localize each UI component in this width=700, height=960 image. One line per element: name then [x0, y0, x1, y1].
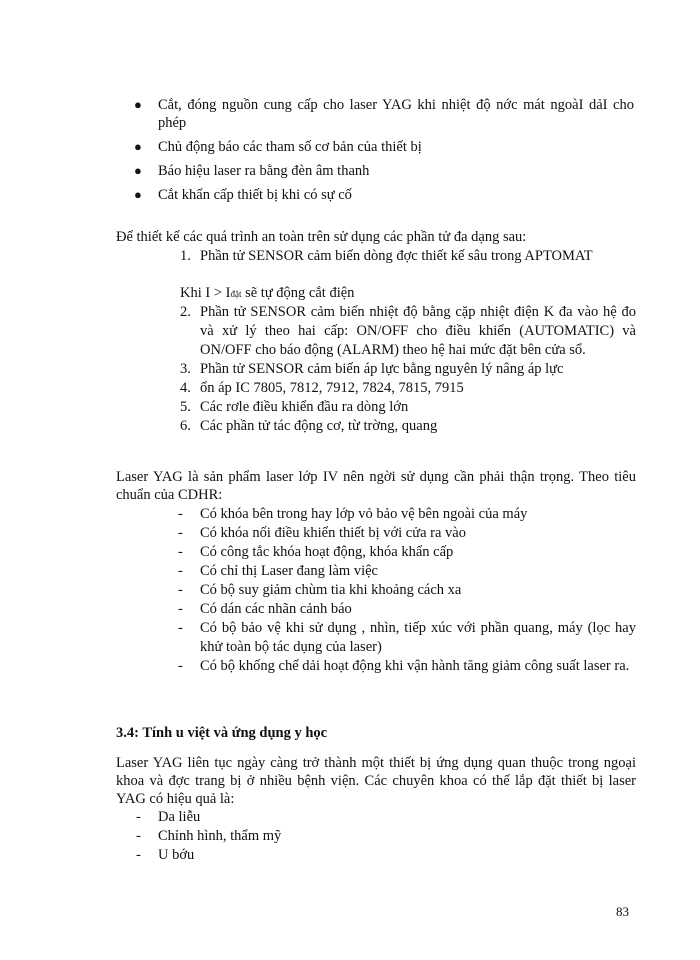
bullet-text: Cắt, đóng nguồn cung cấp cho laser YAG khi nhiệt độ nớc mát ngoàI dảI cho phép	[158, 97, 634, 131]
item-text: Phần tử SENSOR cảm biến nhiệt độ bằng cặp nhiệt điện K đa vào hệ đo và xử lý theo hai cấp: ON/OFF cho điều khiển (AUTOMATIC) và ON/OFF cho báo động (ALARM) theo hệ hai mức đặt bên cửa sổ.	[200, 304, 636, 358]
dash-item	[178, 505, 636, 524]
dash-text: Chỉnh hình, thẩm mỹ	[158, 828, 282, 844]
item-number: 3.	[180, 361, 191, 377]
dash-text: Có bộ bảo vệ khi sử dụng , nhìn, tiếp xúc với phần quang, máy (lọc hay khử toàn bộ tác dụng của laser)	[200, 620, 636, 655]
dash-item	[178, 619, 636, 657]
cdhr-paragraph: Laser YAG là sản phẩm laser lớp IV nên ngời sử dụng cần phải thận trọng. Theo tiêu chuẩn của CDHR:	[116, 469, 636, 503]
dash-text: Có chỉ thị Laser đang làm việc	[200, 563, 378, 579]
bullet-icon: ●	[134, 187, 142, 202]
dash-item	[178, 543, 636, 562]
bullet-text: Báo hiệu laser ra bằng đèn âm thanh	[158, 163, 370, 179]
dash-marker: -	[178, 601, 183, 617]
dash-text: Da liễu	[158, 809, 201, 825]
bullet-icon: ●	[134, 139, 142, 154]
bullet-item	[134, 96, 634, 132]
dash-item	[178, 562, 636, 581]
section-heading: 3.4: Tính u việt và ứng dụng y học	[116, 725, 328, 741]
dash-item	[178, 600, 636, 619]
dash-text: Có khóa bên trong hay lớp vỏ bảo vệ bên ngoài của máy	[200, 506, 528, 522]
bullet-icon: ●	[134, 163, 142, 178]
dash-item	[136, 808, 458, 827]
item-number: 1.	[180, 248, 191, 264]
item-text: Các phần tử tác động cơ, từ trờng, quang	[200, 418, 438, 434]
dash-text: Có bộ khống chế dải hoạt động khi vận hành tăng giảm công suất laser ra.	[200, 658, 630, 674]
current-condition-line	[180, 284, 354, 303]
dash-marker: -	[178, 563, 183, 579]
applications-paragraph: Laser YAG liên tục ngày càng trở thành một thiết bị ứng dụng quan thuộc trong ngoại khoa và đợc trang bị ở nhiều bệnh viện. Các chuyên khoa có thể lắp đặt thiết bị laser YAG có hiệu quả là:	[116, 755, 636, 807]
dash-text: Có khóa nối điều khiển thiết bị với cửa ra vào	[200, 525, 466, 541]
item-text: Phần tử SENSOR cảm biến áp lực bằng nguyên lý nâng áp lực	[200, 361, 564, 377]
numbered-item	[180, 417, 636, 436]
bullet-item	[134, 162, 634, 180]
item-number: 4.	[180, 380, 191, 396]
dash-text: Có bộ suy giảm chùm tia khi khoảng cách xa	[200, 582, 462, 598]
cdhr-requirements-list	[178, 505, 636, 676]
numbered-item	[180, 379, 636, 398]
bullet-text: Cắt khẩn cấp thiết bị khi có sự cố	[158, 187, 352, 203]
condition-pre: Khi I > I	[180, 285, 231, 301]
dash-marker: -	[178, 620, 183, 636]
intro-paragraph: Để thiết kế các quá trình an toàn trên sử dụng các phần tử đa dạng sau:	[116, 229, 527, 245]
item-text: Các rơle điều khiển đầu ra dòng lớn	[200, 399, 409, 415]
bullet-text: Chủ động báo các tham số cơ bản của thiết bị	[158, 139, 422, 155]
dash-marker: -	[136, 809, 141, 825]
page-number: 83	[616, 904, 629, 919]
numbered-item	[180, 360, 636, 379]
dash-text: U bớu	[158, 847, 195, 863]
dash-marker: -	[178, 658, 183, 674]
dash-item	[178, 524, 636, 543]
dash-item	[178, 657, 636, 676]
bullet-item	[134, 186, 634, 204]
item-text: Phần tử SENSOR cảm biến dòng đợc thiết kế sâu trong APTOMAT	[200, 248, 593, 264]
bullet-item	[134, 138, 634, 156]
bullet-icon: ●	[134, 97, 142, 112]
dash-marker: -	[178, 582, 183, 598]
dash-marker: -	[178, 506, 183, 522]
dash-marker: -	[178, 544, 183, 560]
item-number: 6.	[180, 418, 191, 434]
numbered-item	[180, 303, 636, 360]
safety-bullet-list	[134, 96, 634, 210]
numbered-item	[180, 398, 636, 417]
dash-text: Có dán các nhãn cảnh báo	[200, 601, 352, 617]
dash-marker: -	[136, 847, 141, 863]
numbered-item	[180, 247, 636, 266]
numbered-list-part1	[180, 247, 636, 266]
dash-item	[178, 581, 636, 600]
item-number: 5.	[180, 399, 191, 415]
numbered-list-part2	[180, 303, 636, 436]
dash-text: Có công tắc khóa hoạt động, khóa khẩn cấp	[200, 544, 454, 560]
specialties-list	[136, 808, 458, 865]
dash-item	[136, 846, 458, 865]
dash-marker: -	[136, 828, 141, 844]
dash-marker: -	[178, 525, 183, 541]
item-text: ổn áp IC 7805, 7812, 7912, 7824, 7815, 7915	[200, 380, 464, 396]
condition-subscript: đặt	[230, 289, 242, 299]
condition-post: sẽ tự động cắt điện	[241, 285, 355, 301]
dash-item	[136, 827, 458, 846]
item-number: 2.	[180, 304, 191, 320]
